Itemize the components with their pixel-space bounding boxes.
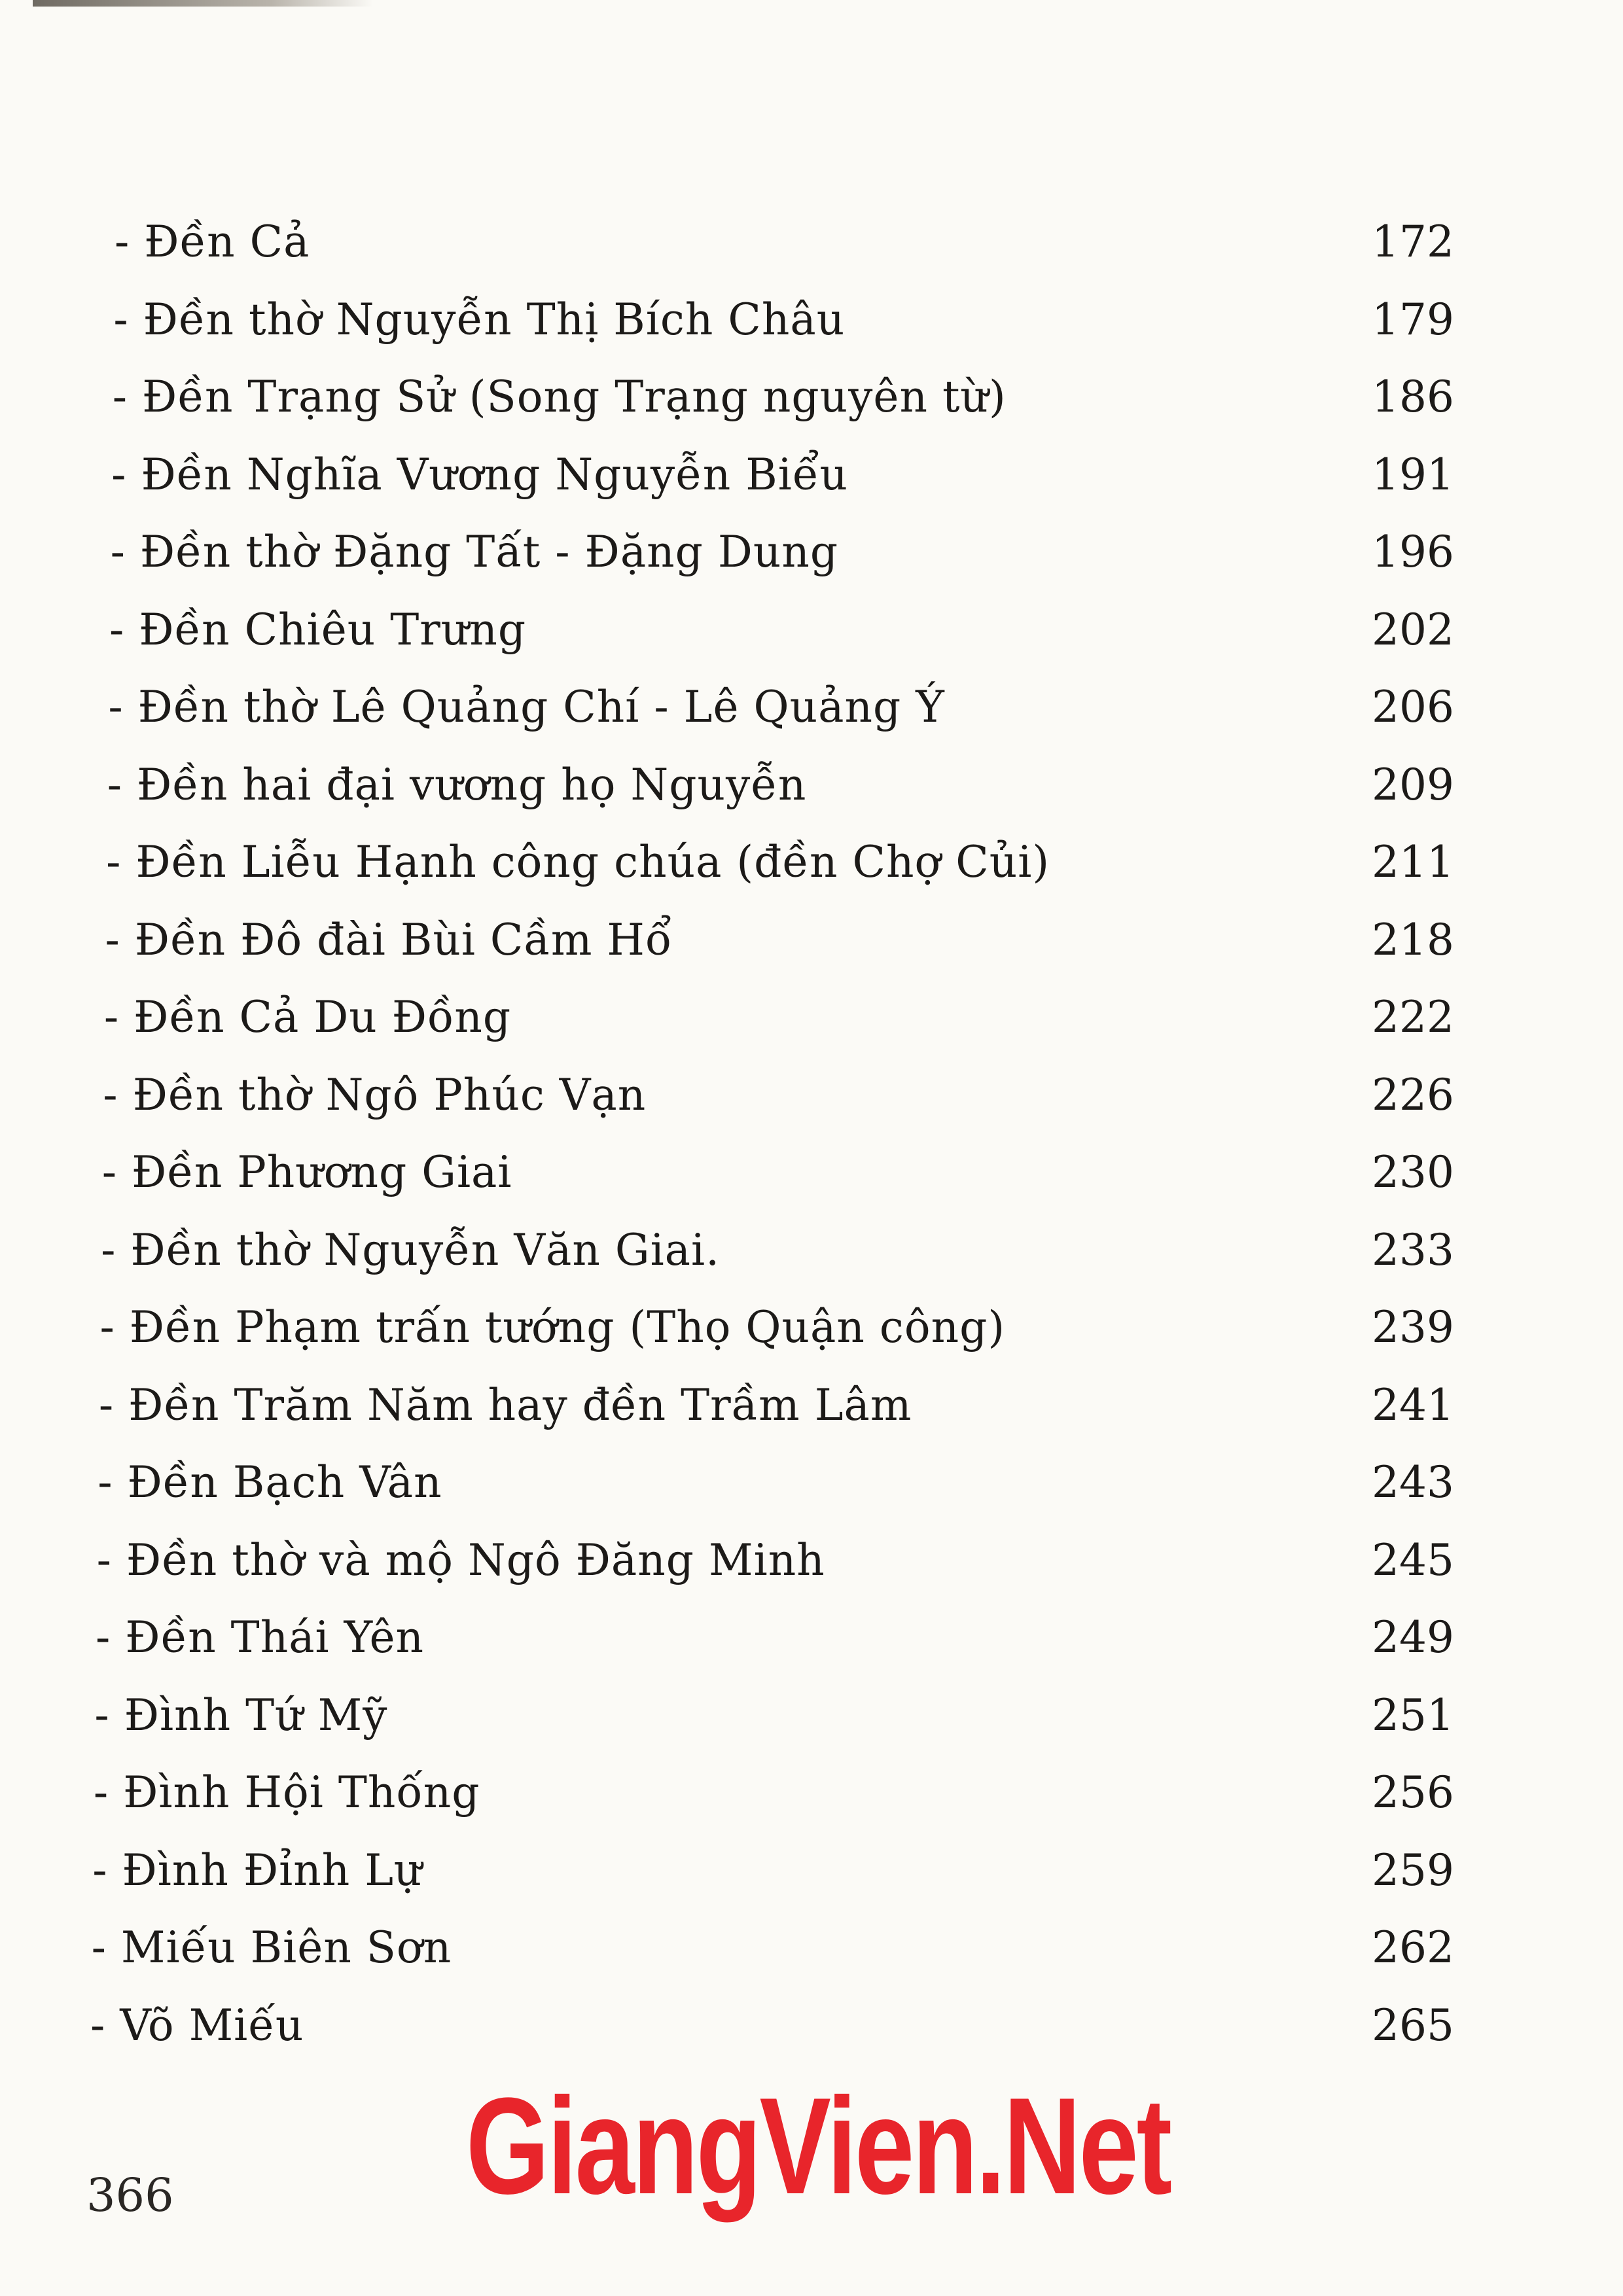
toc-entry	[0, 1528, 1623, 1593]
toc-entry-page: 226	[1372, 1069, 1454, 1120]
toc-entry-page: 262	[1372, 1922, 1454, 1973]
toc-entry	[0, 1450, 1623, 1515]
toc-entry	[0, 1915, 1623, 1981]
page-number: 366	[86, 2168, 174, 2222]
toc-entry-title: - Đền Liễu Hạnh công chúa (đền Chợ Củi)	[106, 837, 1050, 887]
toc-entry-title: - Đền thờ Nguyễn Thị Bích Châu	[113, 294, 846, 345]
toc-entry-page: 218	[1372, 914, 1454, 965]
toc-entry-title: - Đền Cả	[115, 217, 310, 267]
toc-entry-title: - Đền Cả Du Đồng	[103, 992, 512, 1042]
toc-entry-title: - Đền Thái Yên	[96, 1612, 425, 1663]
toc-entry-page: 230	[1372, 1147, 1454, 1197]
toc-entry	[0, 1993, 1623, 2058]
toc-entry-title: - Đền Chiêu Trưng	[109, 604, 527, 655]
toc-entry-page: 265	[1372, 2000, 1454, 2051]
toc-entry	[0, 364, 1623, 430]
toc-entry-title: - Đình Hội Thống	[93, 1767, 480, 1818]
toc-entry-page: 222	[1372, 992, 1454, 1042]
toc-entry-title: - Đền Phạm trấn tướng (Thọ Quận công)	[99, 1302, 1006, 1352]
toc-entry	[0, 985, 1623, 1050]
watermark-logo: GiangVien.Net	[466, 2069, 1170, 2223]
toc-entry-page: 241	[1372, 1379, 1454, 1430]
toc-entry-page: 191	[1372, 449, 1454, 500]
toc-entry-page: 202	[1372, 604, 1454, 655]
toc-entry-title: - Đền Bạch Vân	[98, 1457, 442, 1508]
toc-entry-title: - Đền thờ Ngô Phúc Vạn	[103, 1069, 647, 1120]
toc-entry-page: 256	[1372, 1767, 1454, 1818]
toc-entry-title: - Đền Phương Giai	[101, 1147, 512, 1197]
toc-entry-title: - Đền thờ Nguyễn Văn Giai.	[101, 1224, 721, 1275]
toc-entry-title: - Đền Trăm Năm hay đền Trầm Lâm	[98, 1379, 912, 1430]
toc-entry-title: - Đền thờ Lê Quảng Chí - Lê Quảng Ý	[108, 682, 945, 732]
toc-entry	[0, 1295, 1623, 1360]
top-edge-shadow	[33, 0, 373, 7]
toc-entry	[0, 1140, 1623, 1205]
toc-entry	[0, 1838, 1623, 1903]
toc-entry-page: 249	[1372, 1612, 1454, 1663]
toc-entry-page: 209	[1372, 759, 1454, 810]
toc-entry	[0, 287, 1623, 353]
toc-entry-title: - Đền hai đại vương họ Nguyễn	[107, 759, 807, 810]
toc-entry	[0, 1373, 1623, 1438]
toc-entry-page: 206	[1372, 682, 1454, 732]
toc-entry	[0, 1605, 1623, 1670]
toc-entry-page: 245	[1372, 1534, 1454, 1585]
toc-entry	[0, 1063, 1623, 1128]
toc-entry	[0, 1218, 1623, 1283]
toc-entry	[0, 1760, 1623, 1826]
toc-entry	[0, 597, 1623, 663]
toc-entry-title: - Đền thờ Đặng Tất - Đặng Dung	[110, 527, 839, 577]
toc-entry-page: 172	[1372, 217, 1454, 267]
toc-entry-page: 179	[1372, 294, 1454, 345]
toc-entry-title: - Đền thờ và mộ Ngô Đăng Minh	[96, 1534, 825, 1585]
toc-entry	[0, 752, 1623, 818]
toc-entry-title: - Miếu Biên Sơn	[91, 1922, 452, 1973]
toc-entry-page: 233	[1372, 1224, 1454, 1275]
toc-entry	[0, 1683, 1623, 1748]
toc-entry-title: - Đình Tứ Mỹ	[94, 1689, 388, 1740]
toc-entry-page: 211	[1372, 837, 1454, 887]
toc-entry	[0, 675, 1623, 740]
toc-entry-page: 239	[1372, 1302, 1454, 1352]
toc-entry	[0, 209, 1623, 275]
toc-entry-page: 251	[1372, 1689, 1454, 1740]
toc-entry	[0, 908, 1623, 973]
toc-entry-title: - Đền Nghĩa Vương Nguyễn Biểu	[111, 449, 849, 500]
toc-entry	[0, 442, 1623, 508]
toc-entry-title: - Đình Đỉnh Lự	[92, 1845, 423, 1896]
toc-entry-title: - Đền Đô đài Bùi Cầm Hổ	[105, 914, 673, 965]
toc-entry-title: - Đền Trạng Sử (Song Trạng nguyên từ)	[112, 372, 1007, 422]
toc-entry-page: 243	[1372, 1457, 1454, 1508]
toc-entry-page: 259	[1372, 1845, 1454, 1896]
toc-entry-page: 196	[1372, 527, 1454, 577]
toc-entry-title: - Võ Miếu	[90, 2000, 304, 2051]
toc-entry	[0, 520, 1623, 585]
toc-entry	[0, 830, 1623, 895]
toc-entry-page: 186	[1372, 372, 1454, 422]
